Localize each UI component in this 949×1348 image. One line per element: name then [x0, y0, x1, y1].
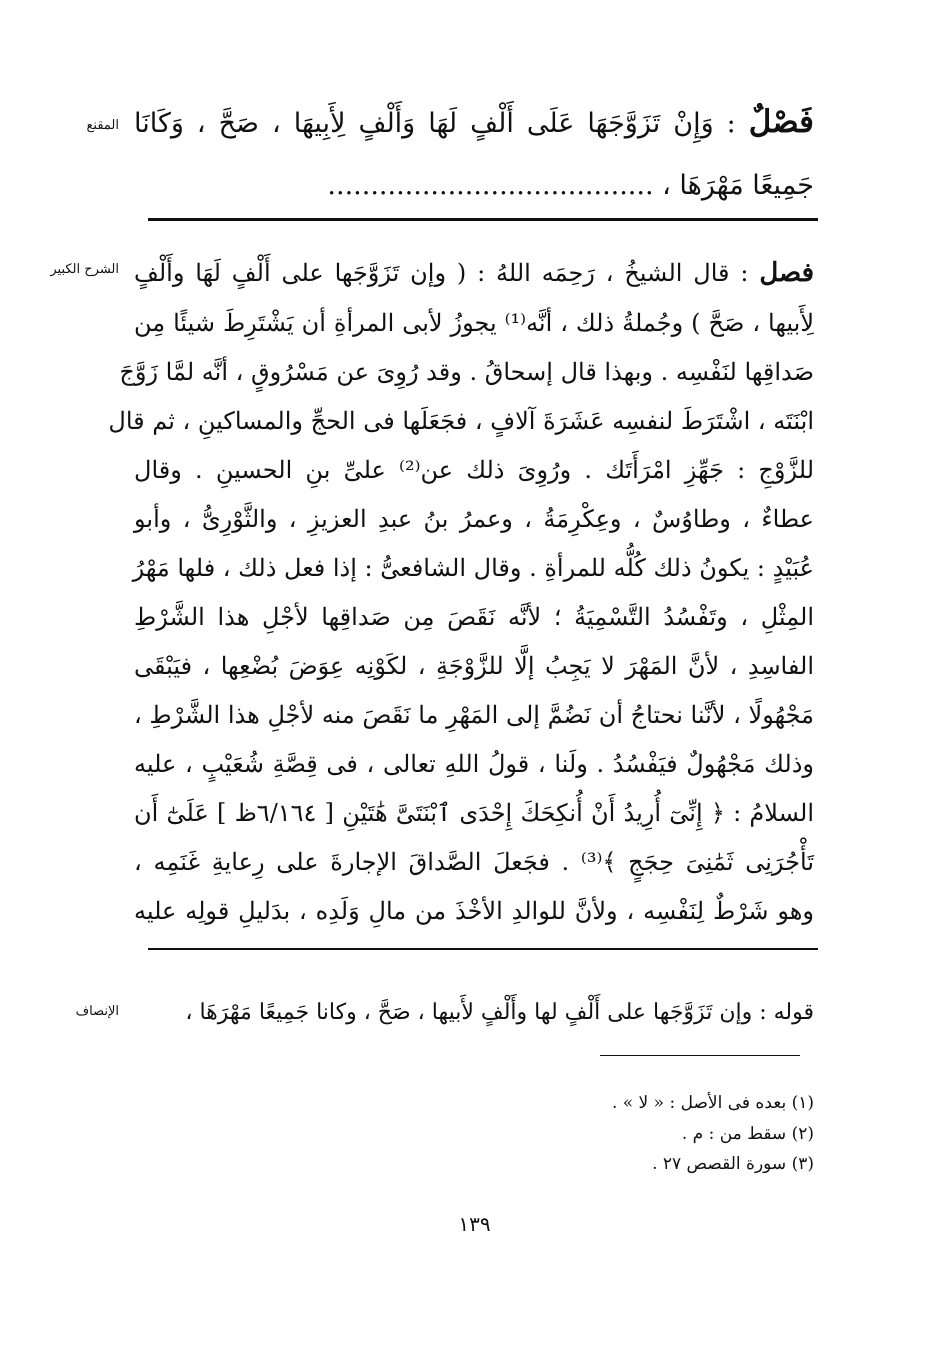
sharh-line-13: تَأْجُرَنِى ثَمَٰنِىَ حِجَجٍ ﴾⁽³⁾ . فجَعلَ الصَّداقَ الإجارةَ على رِعايةِ غَنَمِه ، — [134, 848, 814, 876]
footnote-2: (٢) سقط من : م . — [681, 1124, 814, 1144]
footnote-3: (٣) سورة القصص ٢٧ . — [652, 1154, 814, 1174]
sharh-line-14: وهو شَرْطٌ لِنَفْسِه ، ولأنَّ للوالدِ الأخْذَ من مالِ وَلَدِه ، بدَليلِ قولِه عليه — [134, 897, 814, 925]
muqni-line-2: جَمِيعًا مَهْرَهَا ، ...................................... — [327, 170, 814, 201]
sharh-line-8: المِثْلِ ، وتَفْسُدُ التَّسْمِيَةُ ؛ لأنَّه نَقَصَ مِن صَداقِها لأجْلِ هذا الشَّرْطِ — [134, 603, 815, 631]
sharh-side-label: الشرح الكبير — [50, 262, 119, 277]
muqni-side-label: المقنع — [86, 118, 119, 133]
page-number: ١٣٩ — [458, 1212, 491, 1236]
sharh-line-9: الفاسِدِ ، لأنَّ المَهْرَ لا يَجِبُ إلَّا للزَّوْجَةِ ، لكَوْنِه عِوَضَ بُضْعِها ، فيَبْقَى — [134, 652, 814, 680]
footnote-divider — [600, 1055, 800, 1056]
sharh-divider — [148, 948, 818, 950]
muqni-divider — [148, 218, 818, 221]
sharh-line-2: لِأَبيها ، صَحَّ ) وجُملةُ ذلك ، أنَّه⁽¹⁾ يجوزُ لأبى المرأةِ أن يَشْتَرِطَ شيئًا مِن — [134, 309, 815, 337]
sharh-line-3: صَداقِها لنَفْسِه . وبهذا قال إسحاقُ . وقد رُوِىَ عن مَسْرُوقٍ ، أنَّه لمَّا زَوَّجَ — [119, 358, 814, 386]
sharh-heading: فصل — [759, 258, 814, 288]
sharh-line-6: عطاءٌ ، وطاوُسٌ ، وعِكْرِمَةُ ، وعمرُ بنُ عبدِ العزيزِ ، والثَّوْرِىُّ ، وأبو — [134, 505, 814, 533]
sharh-line-7: عُبَيْدٍ : يكونُ ذلك كُلُّه للمرأةِ . وقال الشافعىُّ : إذا فعل ذلك ، فلها مَهْرُ — [132, 554, 814, 582]
footnote-1: (١) بعده فى الأصل : « لا » . — [611, 1093, 814, 1113]
sharh-line-10: مَجْهُولًا ، لأنَّنا نحتاجُ أن نَضُمَّ إلى المَهْرِ ما نَقَصَ منه لأجْلِ هذا الشَّرْطِ ، — [134, 701, 814, 729]
muqni-line-text: : وَإِنْ تَزَوَّجَهَا عَلَى أَلْفٍ لَهَا وَأَلْفٍ لِأَبِيهَا ، صَحَّ ، وَكَانَا — [134, 108, 736, 139]
sharh-line-11: وذلك مَجْهُولٌ فيَفْسُدُ . ولَنا ، قولُ اللهِ تعالى ، فى قِصَّةِ شُعَيْبٍ ، عليه — [134, 750, 814, 778]
insaf-side-label: الإنصاف — [75, 1004, 119, 1019]
sharh-line-5: للزَّوْجِ : جَهِّزِ امْرَأَتَك . ورُوِىَ ذلك عن⁽²⁾ علىِّ بنِ الحسينِ . وقال — [134, 456, 815, 484]
sharh-line-4: ابْنَتَه ، اشْتَرَطَ لنفسِه عَشَرَةَ آلافٍ ، فجَعَلَها فى الحجِّ والمساكينِ ، ثم قال — [108, 407, 814, 435]
sharh-line-1: فصل : قال الشيخُ ، رَحِمَه اللهُ : ( وإن تَزَوَّجَها على أَلْفٍ لَهَا وأَلْفٍ — [134, 258, 814, 288]
muqni-heading: فَصْلٌ — [748, 104, 814, 140]
insaf-text: قوله : وإن تَزَوَّجَها على أَلْفٍ لها وأَلْفٍ لأَبيها ، صَحَّ ، وكانا جَمِيعًا مَهْرَهَا ، — [185, 1000, 814, 1025]
muqni-line-1 — [134, 100, 814, 144]
sharh-line-12: السلامُ : ﴿ إِنِّىٓ أُرِيدُ أَنْ أُنكِحَكَ إِحْدَى ٱبْنَتَىَّ هَٰتَيْنِ [ ٦/١٦٤ظ ] عَلَىٰٓ أَن — [134, 799, 814, 827]
